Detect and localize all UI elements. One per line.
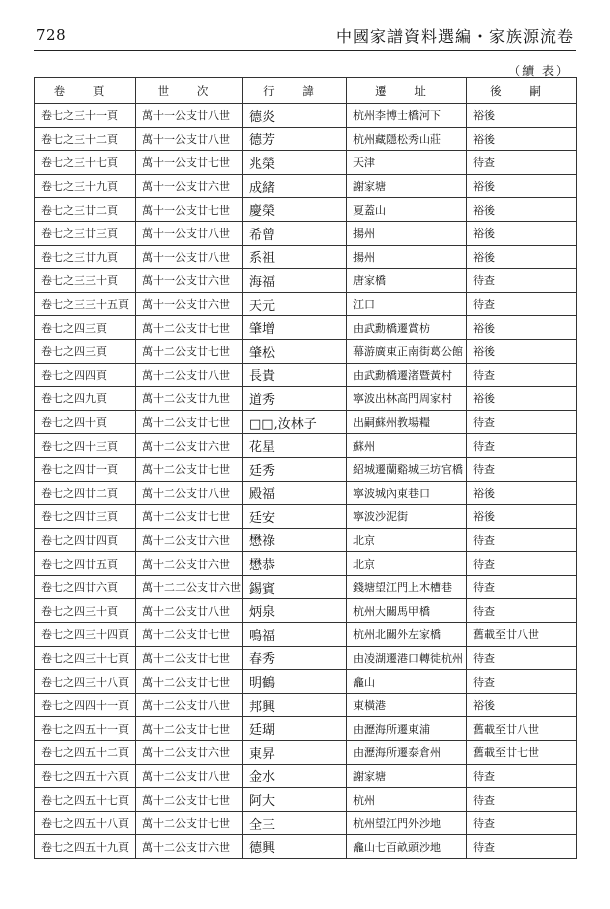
table-row [35, 410, 577, 434]
cell-descendants: 裕後 [467, 221, 577, 245]
cell-generation: 萬十一公支廿八世 [136, 221, 243, 245]
cell-generation: 萬十一公支廿八世 [136, 104, 243, 128]
cell-volume-page: 卷七之四廿三頁 [35, 505, 136, 529]
cell-migration-site: 謝家塘 [347, 764, 467, 788]
cell-descendants: 待查 [467, 434, 577, 458]
cell-descendants: 待查 [467, 811, 577, 835]
cell-migration-site: 東橫港 [347, 693, 467, 717]
table-row [35, 623, 577, 647]
cell-migration-site: 杭州望江門外沙地 [347, 811, 467, 835]
cell-volume-page: 卷七之四五十一頁 [35, 717, 136, 741]
table-row [35, 339, 577, 363]
cell-descendants: 待查 [467, 151, 577, 175]
cell-generation: 萬十二公支廿六世 [136, 835, 243, 859]
cell-generation: 萬十二公支廿七世 [136, 457, 243, 481]
cell-descendants: 裕後 [467, 198, 577, 222]
cell-volume-page: 卷七之四五十六頁 [35, 764, 136, 788]
cell-descendants: 待查 [467, 788, 577, 812]
cell-volume-page: 卷七之四三十頁 [35, 599, 136, 623]
cell-descendants: 待查 [467, 599, 577, 623]
table-row [35, 221, 577, 245]
table-row [35, 245, 577, 269]
cell-generation: 萬十一公支廿七世 [136, 151, 243, 175]
cell-name: 德興 [243, 835, 347, 859]
cell-migration-site: 由武勳橋遷賞枋 [347, 316, 467, 340]
cell-volume-page: 卷七之四五十二頁 [35, 741, 136, 765]
cell-generation: 萬十二二公支廿六世 [136, 575, 243, 599]
table-row [35, 528, 577, 552]
cell-generation: 萬十二公支廿七世 [136, 316, 243, 340]
cell-name: 長貴 [243, 363, 347, 387]
cell-descendants: 待查 [467, 363, 577, 387]
cell-volume-page: 卷七之四廿四頁 [35, 528, 136, 552]
cell-name: 德炎 [243, 104, 347, 128]
cell-volume-page: 卷七之三廿二頁 [35, 198, 136, 222]
table-row [35, 764, 577, 788]
cell-volume-page: 卷七之四廿六頁 [35, 575, 136, 599]
cell-volume-page: 卷七之四廿二頁 [35, 481, 136, 505]
table-row [35, 316, 577, 340]
cell-name: 明鶴 [243, 670, 347, 694]
cell-migration-site: 杭州北關外左家橋 [347, 623, 467, 647]
table-row [35, 363, 577, 387]
table-row [35, 505, 577, 529]
cell-descendants: 待查 [467, 528, 577, 552]
cell-migration-site: 江口 [347, 292, 467, 316]
cell-migration-site: 寧波出林高門周家村 [347, 387, 467, 411]
cell-volume-page: 卷七之四五十八頁 [35, 811, 136, 835]
table-row [35, 599, 577, 623]
table-body [35, 104, 577, 859]
table-row [35, 693, 577, 717]
cell-volume-page: 卷七之四三頁 [35, 339, 136, 363]
cell-volume-page: 卷七之四三十八頁 [35, 670, 136, 694]
cell-descendants: 裕後 [467, 387, 577, 411]
cell-migration-site: 北京 [347, 528, 467, 552]
cell-migration-site: 謝家塘 [347, 174, 467, 198]
cell-name: 系祖 [243, 245, 347, 269]
column-header-generation: 世 次 [136, 78, 243, 104]
cell-volume-page: 卷七之四十三頁 [35, 434, 136, 458]
cell-name: □□,汝林子 [243, 410, 347, 434]
cell-migration-site: 杭州 [347, 788, 467, 812]
cell-volume-page: 卷七之三十九頁 [35, 174, 136, 198]
cell-name: 懋恭 [243, 552, 347, 576]
cell-descendants: 裕後 [467, 693, 577, 717]
cell-migration-site: 唐家橋 [347, 269, 467, 293]
cell-name: 全三 [243, 811, 347, 835]
cell-descendants: 舊載至廿八世 [467, 717, 577, 741]
cell-descendants: 裕後 [467, 174, 577, 198]
cell-generation: 萬十二公支廿七世 [136, 811, 243, 835]
cell-volume-page: 卷七之四五十九頁 [35, 835, 136, 859]
cell-name: 兆榮 [243, 151, 347, 175]
table-row [35, 552, 577, 576]
cell-volume-page: 卷七之四廿五頁 [35, 552, 136, 576]
cell-name: 海福 [243, 269, 347, 293]
table-row [35, 670, 577, 694]
cell-volume-page: 卷七之四五十七頁 [35, 788, 136, 812]
cell-generation: 萬十二公支廿六世 [136, 552, 243, 576]
cell-descendants: 裕後 [467, 127, 577, 151]
cell-name: 懋祿 [243, 528, 347, 552]
cell-descendants: 待查 [467, 646, 577, 670]
cell-migration-site: 由瀝海所遷泰倉州 [347, 741, 467, 765]
cell-descendants: 待查 [467, 670, 577, 694]
column-header-descendants: 後 嗣 [467, 78, 577, 104]
cell-descendants: 裕後 [467, 245, 577, 269]
cell-descendants: 待查 [467, 410, 577, 434]
cell-migration-site: 北京 [347, 552, 467, 576]
cell-name: 天元 [243, 292, 347, 316]
cell-generation: 萬十二公支廿六世 [136, 434, 243, 458]
cell-volume-page: 卷七之四廿一頁 [35, 457, 136, 481]
cell-volume-page: 卷七之三三十頁 [35, 269, 136, 293]
cell-generation: 萬十二公支廿九世 [136, 387, 243, 411]
column-header-name: 行 諱 [243, 78, 347, 104]
table-row [35, 127, 577, 151]
cell-migration-site: 龕山七百畝頭沙地 [347, 835, 467, 859]
cell-descendants: 待查 [467, 764, 577, 788]
header-rule [34, 50, 576, 51]
cell-name: 鳴福 [243, 623, 347, 647]
cell-generation: 萬十二公支廿七世 [136, 339, 243, 363]
table-row [35, 741, 577, 765]
cell-migration-site: 出嗣蘇州教場糧 [347, 410, 467, 434]
cell-name: 慶榮 [243, 198, 347, 222]
cell-name: 邦興 [243, 693, 347, 717]
cell-volume-page: 卷七之四十頁 [35, 410, 136, 434]
cell-generation: 萬十二公支廿八世 [136, 481, 243, 505]
cell-name: 東昇 [243, 741, 347, 765]
cell-name: 道秀 [243, 387, 347, 411]
cell-volume-page: 卷七之三三十五頁 [35, 292, 136, 316]
cell-descendants: 待查 [467, 269, 577, 293]
cell-volume-page: 卷七之四三頁 [35, 316, 136, 340]
column-header-migration-site: 遷 址 [347, 78, 467, 104]
cell-generation: 萬十二公支廿六世 [136, 528, 243, 552]
cell-generation: 萬十二公支廿七世 [136, 788, 243, 812]
cell-name: 廷秀 [243, 457, 347, 481]
cell-descendants: 待查 [467, 292, 577, 316]
cell-generation: 萬十一公支廿六世 [136, 292, 243, 316]
cell-generation: 萬十二公支廿八世 [136, 764, 243, 788]
cell-descendants: 裕後 [467, 104, 577, 128]
cell-generation: 萬十二公支廿七世 [136, 646, 243, 670]
table-row [35, 198, 577, 222]
cell-migration-site: 錢塘望江門上木槽巷 [347, 575, 467, 599]
cell-generation: 萬十二公支廿八世 [136, 693, 243, 717]
cell-migration-site: 杭州李博士橋河下 [347, 104, 467, 128]
cell-generation: 萬十一公支廿七世 [136, 198, 243, 222]
cell-name: 錫賓 [243, 575, 347, 599]
cell-volume-page: 卷七之四三十四頁 [35, 623, 136, 647]
table-row [35, 835, 577, 859]
cell-name: 德芳 [243, 127, 347, 151]
cell-generation: 萬十一公支廿八世 [136, 245, 243, 269]
cell-name: 肇增 [243, 316, 347, 340]
cell-name: 成緒 [243, 174, 347, 198]
cell-generation: 萬十二公支廿八世 [136, 599, 243, 623]
cell-descendants: 裕後 [467, 481, 577, 505]
table-row [35, 575, 577, 599]
cell-descendants: 裕後 [467, 505, 577, 529]
cell-descendants: 裕後 [467, 316, 577, 340]
table-row [35, 646, 577, 670]
cell-name: 春秀 [243, 646, 347, 670]
cell-generation: 萬十二公支廿八世 [136, 363, 243, 387]
cell-volume-page: 卷七之四四十一頁 [35, 693, 136, 717]
cell-descendants: 待查 [467, 575, 577, 599]
cell-name: 炳泉 [243, 599, 347, 623]
table-row [35, 457, 577, 481]
cell-migration-site: 由凌湖遷港口轉徙杭州 [347, 646, 467, 670]
table-row [35, 269, 577, 293]
table-row [35, 481, 577, 505]
cell-name: 廷瑚 [243, 717, 347, 741]
continuation-label: （續 表） [508, 64, 570, 78]
table-row [35, 174, 577, 198]
cell-migration-site: 杭州藏隱松秀山莊 [347, 127, 467, 151]
table-row [35, 788, 577, 812]
cell-volume-page: 卷七之四九頁 [35, 387, 136, 411]
cell-name: 希曾 [243, 221, 347, 245]
cell-volume-page: 卷七之三十七頁 [35, 151, 136, 175]
cell-generation: 萬十二公支廿七世 [136, 717, 243, 741]
cell-volume-page: 卷七之三十一頁 [35, 104, 136, 128]
page-number: 728 [36, 26, 67, 44]
genealogy-table [34, 77, 577, 859]
cell-name: 阿大 [243, 788, 347, 812]
cell-generation: 萬十二公支廿七世 [136, 623, 243, 647]
cell-descendants: 待查 [467, 835, 577, 859]
cell-name: 殿福 [243, 481, 347, 505]
cell-migration-site: 寧波城內東巷口 [347, 481, 467, 505]
cell-volume-page: 卷七之三廿九頁 [35, 245, 136, 269]
cell-migration-site: 紹城遷蘭谿城三坊官橋 [347, 457, 467, 481]
table-row [35, 387, 577, 411]
cell-name: 花星 [243, 434, 347, 458]
cell-generation: 萬十二公支廿六世 [136, 741, 243, 765]
cell-migration-site: 由瀝海所遷東浦 [347, 717, 467, 741]
cell-generation: 萬十一公支廿六世 [136, 269, 243, 293]
cell-migration-site: 寧波沙泥街 [347, 505, 467, 529]
running-title: 中國家譜資料選編・家族源流卷 [335, 27, 574, 46]
cell-descendants: 待查 [467, 457, 577, 481]
cell-descendants: 舊載至廿八世 [467, 623, 577, 647]
cell-generation: 萬十二公支廿七世 [136, 410, 243, 434]
table-row [35, 104, 577, 128]
table-row [35, 717, 577, 741]
cell-generation: 萬十二公支廿七世 [136, 505, 243, 529]
cell-migration-site: 夏蓋山 [347, 198, 467, 222]
cell-migration-site: 杭州大關馬甲橋 [347, 599, 467, 623]
table-row [35, 151, 577, 175]
cell-name: 廷安 [243, 505, 347, 529]
cell-generation: 萬十一公支廿六世 [136, 174, 243, 198]
cell-name: 金水 [243, 764, 347, 788]
cell-descendants: 舊載至廿七世 [467, 741, 577, 765]
cell-name: 肇松 [243, 339, 347, 363]
cell-migration-site: 揚州 [347, 221, 467, 245]
cell-migration-site: 龕山 [347, 670, 467, 694]
cell-migration-site: 幕游廣東正南街葛公館 [347, 339, 467, 363]
cell-descendants: 裕後 [467, 339, 577, 363]
cell-generation: 萬十一公支廿八世 [136, 127, 243, 151]
cell-descendants: 待查 [467, 552, 577, 576]
table-row [35, 811, 577, 835]
cell-migration-site: 蘇州 [347, 434, 467, 458]
header-row [35, 78, 577, 104]
cell-migration-site: 天津 [347, 151, 467, 175]
table-row [35, 292, 577, 316]
column-header-volume-page: 卷 頁 [35, 78, 136, 104]
cell-volume-page: 卷七之四三十七頁 [35, 646, 136, 670]
cell-migration-site: 揚州 [347, 245, 467, 269]
cell-volume-page: 卷七之三廿三頁 [35, 221, 136, 245]
cell-generation: 萬十二公支廿七世 [136, 670, 243, 694]
cell-migration-site: 由武勳橋遷渚暨黃村 [347, 363, 467, 387]
cell-volume-page: 卷七之三十二頁 [35, 127, 136, 151]
table-row [35, 434, 577, 458]
cell-volume-page: 卷七之四四頁 [35, 363, 136, 387]
